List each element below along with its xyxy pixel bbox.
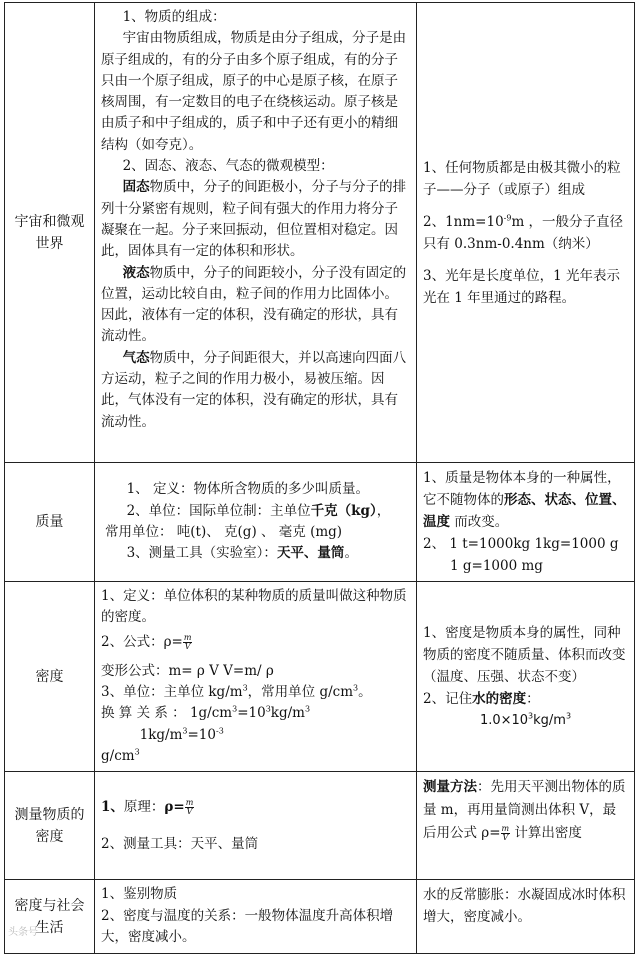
superscript: 3 — [242, 683, 248, 693]
fraction — [501, 825, 511, 842]
note: 1、密度是物质本身的属性，同种物质的密度不随质量、体积而改变（温度、压强、状态不变） — [423, 624, 626, 685]
paragraph: 宇宙由物质组成，物质是由分子组成，分子是由原子组成的，有的分子由多个原子组成，有的分子只由一个原子组成，原子的中心是原子核，在原子核周围，有一定数目的电子在绕核运动。原子核是由质子和中子组成的，质子和中子还有更小的精细结构（如夸克）。 — [101, 30, 407, 153]
note: 1、任何物质都是由极其微小的粒子——分子（或原子）组成 — [423, 159, 621, 198]
watermark: 头条号 — [8, 927, 38, 938]
paragraph — [101, 348, 410, 433]
topic-label: 质量 — [35, 514, 64, 530]
solid-text: 物质中，分子的间距极小，分子与分子的排列十分紧密有规则，粒子间有强大的作用力将分子凝聚在一起。分子来回振动，但位置相对稳定。因此，固体具有一定的体积和形状。 — [101, 179, 407, 260]
note-part: 1、质量是物体本身的一种属性，它不随物体的 — [423, 470, 621, 508]
line-part: ， — [376, 502, 391, 519]
fraction-numerator: m — [501, 824, 510, 834]
note — [423, 211, 628, 255]
line — [105, 543, 410, 564]
table-row — [5, 463, 635, 582]
note — [423, 776, 628, 845]
note-part: 2、1nm=10 — [423, 213, 504, 230]
paragraph — [101, 177, 410, 262]
superscript: 3 — [353, 683, 359, 693]
line-part: g/cm — [101, 748, 135, 765]
line-part: 3、单位：主单位 kg/m — [101, 684, 243, 701]
note-part: 2、记住 — [423, 690, 473, 707]
line: 常用单位： 吨(t)、 克(g) 、 毫克 (mg) — [105, 524, 343, 540]
bold-term: 天平、量筒 — [276, 545, 345, 562]
superscript: 3 — [134, 747, 140, 757]
note-cell — [417, 880, 635, 954]
bold-term: 测量方法 — [423, 779, 477, 796]
note-part: 1.0×10 — [479, 712, 529, 728]
line-part: 原理： — [123, 798, 165, 815]
fraction-numerator: m — [185, 797, 194, 807]
note-cell — [417, 3, 635, 463]
note-part: 计算出密度 — [510, 825, 582, 842]
bold-term: 千克（kg） — [310, 502, 377, 519]
note — [423, 688, 628, 710]
content-cell — [95, 880, 417, 954]
term-gas: 气态 — [122, 349, 150, 366]
note — [423, 710, 628, 732]
topic-label: 密度 — [35, 668, 64, 685]
note-cell — [417, 582, 635, 772]
topic-label: 宇宙和微观世界 — [14, 213, 85, 252]
line — [101, 797, 410, 818]
bold-term: 形态、状态、位置、温度 — [423, 492, 626, 530]
line — [101, 632, 410, 653]
fraction — [183, 634, 193, 651]
line — [101, 703, 410, 746]
line-part: 1、 — [101, 798, 124, 815]
note-part: 而改变。 — [450, 514, 509, 530]
line-part: 。 — [358, 684, 372, 701]
table-row — [5, 582, 635, 772]
fraction-numerator: m — [183, 632, 192, 642]
superscript: 3 — [528, 711, 534, 721]
line-part: =10 — [237, 705, 266, 722]
superscript: -9 — [503, 213, 512, 222]
line — [105, 501, 410, 522]
line-part: 2、单位：国际单位制：主单位 — [126, 502, 311, 519]
term-solid: 固态 — [122, 179, 150, 196]
content-cell — [95, 582, 417, 772]
superscript: 3 — [265, 704, 271, 714]
line: 2、测量工具：天平、量筒 — [101, 835, 259, 852]
line: 变形公式：m= ρ V V=m/ ρ — [101, 662, 274, 679]
superscript: 3 — [565, 711, 572, 721]
note — [423, 467, 628, 533]
line: 1、 定义：物体所含物质的多少叫质量。 — [126, 481, 369, 498]
note-part: kg/m — [533, 712, 566, 728]
content-cell — [95, 772, 417, 880]
fraction-denominator: V — [184, 641, 191, 651]
note: 3、光年是长度单位，1 光年表示光在 1 年里通过的路程。 — [423, 267, 620, 306]
line — [101, 682, 410, 703]
content-cell — [95, 3, 417, 463]
note-part: m ，一般分子直径只有 0.3nm-0.4nm（纳米） — [423, 213, 624, 252]
line-part: kg/m — [270, 705, 305, 722]
formula: ρ= — [163, 633, 183, 650]
formula: ρ= — [164, 798, 185, 815]
note-part: ：先用天平测出物体的质量 m，再用量筒测出体积 V，最后用公式 ρ= — [423, 779, 626, 842]
line: 1、定义：单位体积的某种物质的质量叫做这种物质的密度。 — [101, 588, 407, 626]
topic-cell — [5, 582, 95, 772]
table-row — [5, 880, 635, 954]
line-part: 3、测量工具（实验室）： — [126, 545, 277, 562]
line-part: 2、公式： — [101, 633, 164, 650]
note: 水的反常膨胀：水凝固成冰时体积增大，密度减小。 — [423, 887, 626, 926]
superscript: 3 — [182, 726, 188, 736]
superscript: 3 — [304, 704, 311, 714]
note-cell — [417, 463, 635, 582]
note-cell — [417, 772, 635, 880]
line: 1、鉴别物质 — [101, 886, 178, 903]
term-liquid: 液态 — [122, 264, 150, 281]
fraction — [185, 799, 195, 816]
fraction-denominator: V — [502, 833, 509, 843]
table-row — [5, 3, 635, 463]
bold-term: 水的密度 — [472, 690, 527, 707]
knowledge-table — [4, 2, 635, 954]
section-heading: 1、物质的组成： — [122, 9, 226, 25]
content-cell — [95, 463, 417, 582]
topic-cell — [5, 463, 95, 582]
topic-cell — [5, 772, 95, 880]
paragraph — [101, 263, 410, 348]
superscript: -3 — [215, 726, 224, 736]
topic-cell — [5, 880, 95, 954]
line — [101, 746, 410, 767]
note: 1 g=1000 mg — [450, 558, 543, 574]
note: 2、 1 t=1000kg 1kg=1000 g — [423, 536, 619, 552]
line: 2、密度与温度的关系：一般物体温度升高体积增大，密度减小。 — [101, 907, 394, 945]
table-row — [5, 772, 635, 880]
liquid-text: 物质中，分子的间距较小，分子没有固定的位置，运动比较自由，粒子间的作用力比固体小。因此，液体有一定的体积，没有确定的形状，具有流动性。 — [101, 264, 407, 345]
topic-cell — [5, 3, 95, 463]
line-part: ，常用单位 g/cm — [247, 684, 353, 701]
topic-label: 密度与社会生活 — [14, 897, 85, 936]
line-part: 1kg/m — [101, 726, 183, 743]
topic-label: 测量物质的密度 — [14, 806, 85, 845]
fraction-denominator: V — [186, 806, 193, 816]
superscript: 3 — [232, 704, 238, 714]
gas-text: 物质中，分子间距很大，并以高速向四面八方运动，粒子之间的作用力极小，易被压缩。因此，气体没有一定的体积，没有确定的形状，具有流动性。 — [101, 349, 407, 430]
line-part: 。 — [344, 545, 358, 562]
line-part: =10 — [187, 726, 216, 743]
section-heading: 2、固态、液态、气态的微观模型： — [122, 158, 334, 175]
line-part: 换 算 关 系 ： 1g/cm — [101, 705, 233, 722]
note-part: ： — [526, 690, 540, 707]
